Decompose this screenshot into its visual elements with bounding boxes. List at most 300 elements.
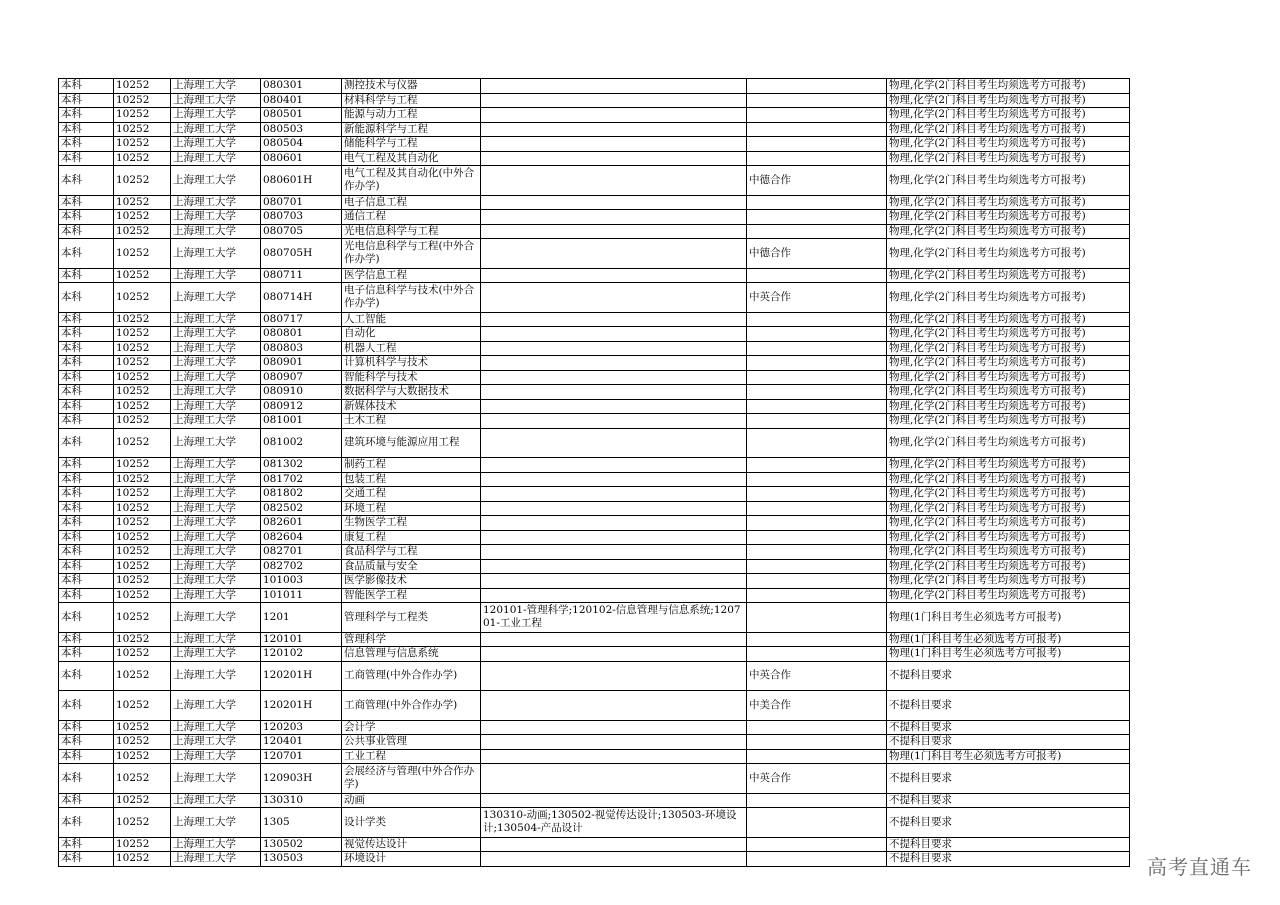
included-majors-cell — [481, 852, 747, 867]
major-code-cell: 1305 — [261, 808, 342, 838]
level-cell: 本科 — [59, 428, 114, 458]
school-code-cell: 10252 — [114, 399, 171, 414]
table-row — [59, 603, 1130, 633]
cooperation-cell — [747, 356, 887, 371]
major-code-cell: 080504 — [261, 137, 342, 152]
school-name-cell: 上海理工大学 — [171, 458, 261, 473]
table-row — [59, 341, 1130, 356]
subject-requirement-cell: 物理,化学(2门科目考生均须选考方可报考) — [887, 487, 1130, 502]
subject-requirement-cell: 物理,化学(2门科目考生均须选考方可报考) — [887, 239, 1130, 269]
cooperation-cell — [747, 647, 887, 662]
included-majors-cell — [481, 574, 747, 589]
cooperation-cell — [747, 341, 887, 356]
cooperation-cell — [747, 603, 887, 633]
table-row — [59, 559, 1130, 574]
major-name-cell: 制药工程 — [342, 458, 481, 473]
level-cell: 本科 — [59, 370, 114, 385]
major-name-cell: 工商管理(中外合作办学) — [342, 691, 481, 721]
school-name-cell: 上海理工大学 — [171, 210, 261, 225]
level-cell: 本科 — [59, 793, 114, 808]
subject-requirement-cell: 物理,化学(2门科目考生均须选考方可报考) — [887, 530, 1130, 545]
included-majors-cell — [481, 588, 747, 603]
major-code-cell: 080907 — [261, 370, 342, 385]
major-code-cell: 080501 — [261, 108, 342, 123]
level-cell: 本科 — [59, 399, 114, 414]
school-name-cell: 上海理工大学 — [171, 79, 261, 94]
cooperation-cell — [747, 370, 887, 385]
table-row — [59, 93, 1130, 108]
school-name-cell: 上海理工大学 — [171, 137, 261, 152]
cooperation-cell — [747, 428, 887, 458]
table-row — [59, 428, 1130, 458]
school-name-cell: 上海理工大学 — [171, 122, 261, 137]
school-name-cell: 上海理工大学 — [171, 151, 261, 166]
level-cell: 本科 — [59, 108, 114, 123]
major-code-cell: 120201H — [261, 661, 342, 691]
level-cell: 本科 — [59, 749, 114, 764]
school-name-cell: 上海理工大学 — [171, 852, 261, 867]
school-name-cell: 上海理工大学 — [171, 268, 261, 283]
watermark-text: 高考直通车 — [1147, 855, 1252, 879]
subject-requirement-cell: 不提科目要求 — [887, 837, 1130, 852]
table-row — [59, 516, 1130, 531]
level-cell: 本科 — [59, 501, 114, 516]
table-row — [59, 414, 1130, 429]
school-code-cell: 10252 — [114, 808, 171, 838]
table-row — [59, 327, 1130, 342]
included-majors-cell — [481, 458, 747, 473]
level-cell: 本科 — [59, 559, 114, 574]
school-code-cell: 10252 — [114, 428, 171, 458]
included-majors-cell — [481, 356, 747, 371]
level-cell: 本科 — [59, 852, 114, 867]
subject-requirement-cell: 物理,化学(2门科目考生均须选考方可报考) — [887, 327, 1130, 342]
major-name-cell: 设计学类 — [342, 808, 481, 838]
included-majors-cell — [481, 195, 747, 210]
school-code-cell: 10252 — [114, 108, 171, 123]
school-name-cell: 上海理工大学 — [171, 327, 261, 342]
cooperation-cell — [747, 852, 887, 867]
included-majors-cell: 120101-管理科学;120102-信息管理与信息系统;120701-工业工程 — [481, 603, 747, 633]
subject-requirement-cell: 物理,化学(2门科目考生均须选考方可报考) — [887, 458, 1130, 473]
school-name-cell: 上海理工大学 — [171, 283, 261, 313]
table-row — [59, 793, 1130, 808]
major-code-cell: 130503 — [261, 852, 342, 867]
major-code-cell: 080601 — [261, 151, 342, 166]
included-majors-cell — [481, 647, 747, 662]
included-majors-cell — [481, 764, 747, 794]
major-name-cell: 计算机科学与技术 — [342, 356, 481, 371]
school-name-cell: 上海理工大学 — [171, 837, 261, 852]
table-row — [59, 735, 1130, 750]
included-majors-cell — [481, 559, 747, 574]
major-name-cell: 工商管理(中外合作办学) — [342, 661, 481, 691]
major-name-cell: 动画 — [342, 793, 481, 808]
level-cell: 本科 — [59, 588, 114, 603]
included-majors-cell — [481, 341, 747, 356]
school-code-cell: 10252 — [114, 588, 171, 603]
cooperation-cell — [747, 210, 887, 225]
school-code-cell: 10252 — [114, 735, 171, 750]
level-cell: 本科 — [59, 385, 114, 400]
school-name-cell: 上海理工大学 — [171, 385, 261, 400]
school-name-cell: 上海理工大学 — [171, 516, 261, 531]
major-code-cell: 120201H — [261, 691, 342, 721]
major-code-cell: 120203 — [261, 720, 342, 735]
included-majors-cell — [481, 545, 747, 560]
major-code-cell: 080301 — [261, 79, 342, 94]
school-code-cell: 10252 — [114, 472, 171, 487]
table-row — [59, 574, 1130, 589]
table-row — [59, 852, 1130, 867]
school-code-cell: 10252 — [114, 516, 171, 531]
level-cell: 本科 — [59, 574, 114, 589]
major-code-cell: 120401 — [261, 735, 342, 750]
major-name-cell: 新能源科学与工程 — [342, 122, 481, 137]
school-code-cell: 10252 — [114, 661, 171, 691]
level-cell: 本科 — [59, 545, 114, 560]
cooperation-cell — [747, 735, 887, 750]
table-row — [59, 268, 1130, 283]
included-majors-cell — [481, 632, 747, 647]
level-cell: 本科 — [59, 661, 114, 691]
major-name-cell: 智能科学与技术 — [342, 370, 481, 385]
table-row — [59, 385, 1130, 400]
major-name-cell: 电气工程及其自动化 — [342, 151, 481, 166]
subject-requirement-cell: 物理,化学(2门科目考生均须选考方可报考) — [887, 356, 1130, 371]
major-code-cell: 080401 — [261, 93, 342, 108]
subject-requirement-cell: 物理(1门科目考生必须选考方可报考) — [887, 749, 1130, 764]
major-name-cell: 材料科学与工程 — [342, 93, 481, 108]
school-code-cell: 10252 — [114, 122, 171, 137]
major-name-cell: 测控技术与仪器 — [342, 79, 481, 94]
school-code-cell: 10252 — [114, 545, 171, 560]
subject-requirement-cell: 物理(1门科目考生必须选考方可报考) — [887, 603, 1130, 633]
school-name-cell: 上海理工大学 — [171, 356, 261, 371]
major-code-cell: 080910 — [261, 385, 342, 400]
school-code-cell: 10252 — [114, 224, 171, 239]
major-name-cell: 环境工程 — [342, 501, 481, 516]
major-name-cell: 视觉传达设计 — [342, 837, 481, 852]
major-name-cell: 电子信息工程 — [342, 195, 481, 210]
cooperation-cell — [747, 458, 887, 473]
subject-requirement-cell: 物理,化学(2门科目考生均须选考方可报考) — [887, 93, 1130, 108]
included-majors-cell — [481, 720, 747, 735]
table-row — [59, 312, 1130, 327]
school-name-cell: 上海理工大学 — [171, 720, 261, 735]
included-majors-cell — [481, 661, 747, 691]
major-code-cell: 082702 — [261, 559, 342, 574]
table-row — [59, 370, 1130, 385]
table-row — [59, 764, 1130, 794]
school-name-cell: 上海理工大学 — [171, 530, 261, 545]
included-majors-cell — [481, 414, 747, 429]
major-name-cell: 工业工程 — [342, 749, 481, 764]
subject-requirement-cell: 不提科目要求 — [887, 661, 1130, 691]
school-code-cell: 10252 — [114, 327, 171, 342]
included-majors-cell — [481, 691, 747, 721]
included-majors-cell — [481, 516, 747, 531]
included-majors-cell — [481, 166, 747, 196]
major-code-cell: 080703 — [261, 210, 342, 225]
level-cell: 本科 — [59, 632, 114, 647]
subject-requirement-cell: 物理,化学(2门科目考生均须选考方可报考) — [887, 574, 1130, 589]
major-name-cell: 电气工程及其自动化(中外合作办学) — [342, 166, 481, 196]
school-code-cell: 10252 — [114, 166, 171, 196]
level-cell: 本科 — [59, 79, 114, 94]
school-name-cell: 上海理工大学 — [171, 312, 261, 327]
cooperation-cell — [747, 137, 887, 152]
cooperation-cell — [747, 516, 887, 531]
major-code-cell: 080503 — [261, 122, 342, 137]
subject-requirement-cell: 不提科目要求 — [887, 764, 1130, 794]
level-cell: 本科 — [59, 151, 114, 166]
major-name-cell: 新媒体技术 — [342, 399, 481, 414]
school-code-cell: 10252 — [114, 341, 171, 356]
level-cell: 本科 — [59, 647, 114, 662]
cooperation-cell: 中德合作 — [747, 166, 887, 196]
cooperation-cell: 中美合作 — [747, 691, 887, 721]
table-row — [59, 239, 1130, 269]
major-name-cell: 光电信息科学与工程(中外合作办学) — [342, 239, 481, 269]
table-row — [59, 749, 1130, 764]
major-name-cell: 通信工程 — [342, 210, 481, 225]
major-name-cell: 环境设计 — [342, 852, 481, 867]
table-row — [59, 691, 1130, 721]
major-name-cell: 交通工程 — [342, 487, 481, 502]
major-code-cell: 080714H — [261, 283, 342, 313]
school-name-cell: 上海理工大学 — [171, 414, 261, 429]
subject-requirement-cell: 物理,化学(2门科目考生均须选考方可报考) — [887, 501, 1130, 516]
table-row — [59, 195, 1130, 210]
cooperation-cell — [747, 574, 887, 589]
school-code-cell: 10252 — [114, 530, 171, 545]
major-name-cell: 会计学 — [342, 720, 481, 735]
cooperation-cell — [747, 588, 887, 603]
cooperation-cell — [747, 749, 887, 764]
level-cell: 本科 — [59, 516, 114, 531]
subject-requirement-cell: 物理,化学(2门科目考生均须选考方可报考) — [887, 312, 1130, 327]
major-name-cell: 建筑环境与能源应用工程 — [342, 428, 481, 458]
cooperation-cell — [747, 487, 887, 502]
school-name-cell: 上海理工大学 — [171, 588, 261, 603]
included-majors-cell — [481, 93, 747, 108]
table-row — [59, 487, 1130, 502]
subject-requirement-cell: 物理,化学(2门科目考生均须选考方可报考) — [887, 151, 1130, 166]
admission-table — [58, 78, 1130, 867]
level-cell: 本科 — [59, 414, 114, 429]
table-row — [59, 79, 1130, 94]
subject-requirement-cell: 不提科目要求 — [887, 720, 1130, 735]
included-majors-cell — [481, 428, 747, 458]
included-majors-cell — [481, 210, 747, 225]
included-majors-cell — [481, 530, 747, 545]
table-row — [59, 530, 1130, 545]
level-cell: 本科 — [59, 166, 114, 196]
included-majors-cell — [481, 472, 747, 487]
included-majors-cell — [481, 385, 747, 400]
major-name-cell: 管理科学 — [342, 632, 481, 647]
table-row — [59, 632, 1130, 647]
included-majors-cell — [481, 749, 747, 764]
major-name-cell: 食品科学与工程 — [342, 545, 481, 560]
subject-requirement-cell: 物理,化学(2门科目考生均须选考方可报考) — [887, 224, 1130, 239]
cooperation-cell — [747, 312, 887, 327]
school-name-cell: 上海理工大学 — [171, 501, 261, 516]
table-row — [59, 108, 1130, 123]
included-majors-cell — [481, 137, 747, 152]
school-name-cell: 上海理工大学 — [171, 224, 261, 239]
table-row — [59, 808, 1130, 838]
major-code-cell: 081002 — [261, 428, 342, 458]
major-code-cell: 081702 — [261, 472, 342, 487]
school-code-cell: 10252 — [114, 370, 171, 385]
major-code-cell: 080711 — [261, 268, 342, 283]
table-row — [59, 661, 1130, 691]
subject-requirement-cell: 物理,化学(2门科目考生均须选考方可报考) — [887, 210, 1130, 225]
school-name-cell: 上海理工大学 — [171, 93, 261, 108]
subject-requirement-cell: 物理,化学(2门科目考生均须选考方可报考) — [887, 122, 1130, 137]
school-name-cell: 上海理工大学 — [171, 108, 261, 123]
cooperation-cell — [747, 151, 887, 166]
level-cell: 本科 — [59, 603, 114, 633]
subject-requirement-cell: 不提科目要求 — [887, 691, 1130, 721]
school-name-cell: 上海理工大学 — [171, 239, 261, 269]
school-code-cell: 10252 — [114, 385, 171, 400]
table-row — [59, 647, 1130, 662]
school-code-cell: 10252 — [114, 137, 171, 152]
major-name-cell: 会展经济与管理(中外合作办学) — [342, 764, 481, 794]
included-majors-cell: 130310-动画;130502-视觉传达设计;130503-环境设计;130504-产品设计 — [481, 808, 747, 838]
school-name-cell: 上海理工大学 — [171, 691, 261, 721]
cooperation-cell — [747, 108, 887, 123]
included-majors-cell — [481, 501, 747, 516]
subject-requirement-cell: 物理,化学(2门科目考生均须选考方可报考) — [887, 195, 1130, 210]
cooperation-cell — [747, 559, 887, 574]
subject-requirement-cell: 物理,化学(2门科目考生均须选考方可报考) — [887, 137, 1130, 152]
school-name-cell: 上海理工大学 — [171, 574, 261, 589]
school-name-cell: 上海理工大学 — [171, 559, 261, 574]
included-majors-cell — [481, 399, 747, 414]
included-majors-cell — [481, 312, 747, 327]
school-name-cell: 上海理工大学 — [171, 749, 261, 764]
cooperation-cell — [747, 93, 887, 108]
subject-requirement-cell: 物理,化学(2门科目考生均须选考方可报考) — [887, 588, 1130, 603]
major-code-cell: 080801 — [261, 327, 342, 342]
cooperation-cell — [747, 837, 887, 852]
school-code-cell: 10252 — [114, 195, 171, 210]
school-name-cell: 上海理工大学 — [171, 545, 261, 560]
cooperation-cell — [747, 79, 887, 94]
subject-requirement-cell: 不提科目要求 — [887, 808, 1130, 838]
major-name-cell: 数据科学与大数据技术 — [342, 385, 481, 400]
subject-requirement-cell: 物理,化学(2门科目考生均须选考方可报考) — [887, 472, 1130, 487]
major-name-cell: 医学信息工程 — [342, 268, 481, 283]
school-code-cell: 10252 — [114, 79, 171, 94]
subject-requirement-cell: 不提科目要求 — [887, 852, 1130, 867]
school-code-cell: 10252 — [114, 458, 171, 473]
major-name-cell: 光电信息科学与工程 — [342, 224, 481, 239]
school-code-cell: 10252 — [114, 749, 171, 764]
major-name-cell: 包装工程 — [342, 472, 481, 487]
subject-requirement-cell: 物理,化学(2门科目考生均须选考方可报考) — [887, 385, 1130, 400]
subject-requirement-cell: 物理,化学(2门科目考生均须选考方可报考) — [887, 166, 1130, 196]
included-majors-cell — [481, 327, 747, 342]
major-name-cell: 电子信息科学与技术(中外合作办学) — [342, 283, 481, 313]
major-name-cell: 机器人工程 — [342, 341, 481, 356]
cooperation-cell: 中英合作 — [747, 764, 887, 794]
school-code-cell: 10252 — [114, 837, 171, 852]
subject-requirement-cell: 物理,化学(2门科目考生均须选考方可报考) — [887, 414, 1130, 429]
cooperation-cell — [747, 268, 887, 283]
cooperation-cell — [747, 414, 887, 429]
cooperation-cell — [747, 793, 887, 808]
level-cell: 本科 — [59, 691, 114, 721]
major-code-cell: 082502 — [261, 501, 342, 516]
table-row — [59, 399, 1130, 414]
cooperation-cell — [747, 472, 887, 487]
school-code-cell: 10252 — [114, 720, 171, 735]
school-name-cell: 上海理工大学 — [171, 735, 261, 750]
cooperation-cell: 中德合作 — [747, 239, 887, 269]
subject-requirement-cell: 物理,化学(2门科目考生均须选考方可报考) — [887, 516, 1130, 531]
level-cell: 本科 — [59, 764, 114, 794]
cooperation-cell — [747, 720, 887, 735]
school-name-cell: 上海理工大学 — [171, 764, 261, 794]
major-code-cell: 120701 — [261, 749, 342, 764]
included-majors-cell — [481, 837, 747, 852]
subject-requirement-cell: 物理,化学(2门科目考生均须选考方可报考) — [887, 559, 1130, 574]
school-code-cell: 10252 — [114, 559, 171, 574]
school-name-cell: 上海理工大学 — [171, 370, 261, 385]
major-name-cell: 康复工程 — [342, 530, 481, 545]
school-name-cell: 上海理工大学 — [171, 808, 261, 838]
table-row — [59, 224, 1130, 239]
major-code-cell: 080705H — [261, 239, 342, 269]
major-code-cell: 081302 — [261, 458, 342, 473]
cooperation-cell — [747, 632, 887, 647]
major-code-cell: 080601H — [261, 166, 342, 196]
major-name-cell: 管理科学与工程类 — [342, 603, 481, 633]
school-name-cell: 上海理工大学 — [171, 632, 261, 647]
table-row — [59, 545, 1130, 560]
major-name-cell: 生物医学工程 — [342, 516, 481, 531]
school-name-cell: 上海理工大学 — [171, 603, 261, 633]
level-cell: 本科 — [59, 93, 114, 108]
school-code-cell: 10252 — [114, 414, 171, 429]
subject-requirement-cell: 物理,化学(2门科目考生均须选考方可报考) — [887, 341, 1130, 356]
level-cell: 本科 — [59, 458, 114, 473]
school-name-cell: 上海理工大学 — [171, 166, 261, 196]
subject-requirement-cell: 物理,化学(2门科目考生均须选考方可报考) — [887, 79, 1130, 94]
major-code-cell: 080701 — [261, 195, 342, 210]
subject-requirement-cell: 物理,化学(2门科目考生均须选考方可报考) — [887, 108, 1130, 123]
major-code-cell: 080912 — [261, 399, 342, 414]
major-name-cell: 人工智能 — [342, 312, 481, 327]
school-code-cell: 10252 — [114, 210, 171, 225]
included-majors-cell — [481, 122, 747, 137]
school-code-cell: 10252 — [114, 239, 171, 269]
level-cell: 本科 — [59, 808, 114, 838]
table-row — [59, 837, 1130, 852]
major-name-cell: 食品质量与安全 — [342, 559, 481, 574]
major-name-cell: 智能医学工程 — [342, 588, 481, 603]
major-code-cell: 130502 — [261, 837, 342, 852]
level-cell: 本科 — [59, 210, 114, 225]
cooperation-cell — [747, 808, 887, 838]
major-code-cell: 081001 — [261, 414, 342, 429]
included-majors-cell — [481, 793, 747, 808]
